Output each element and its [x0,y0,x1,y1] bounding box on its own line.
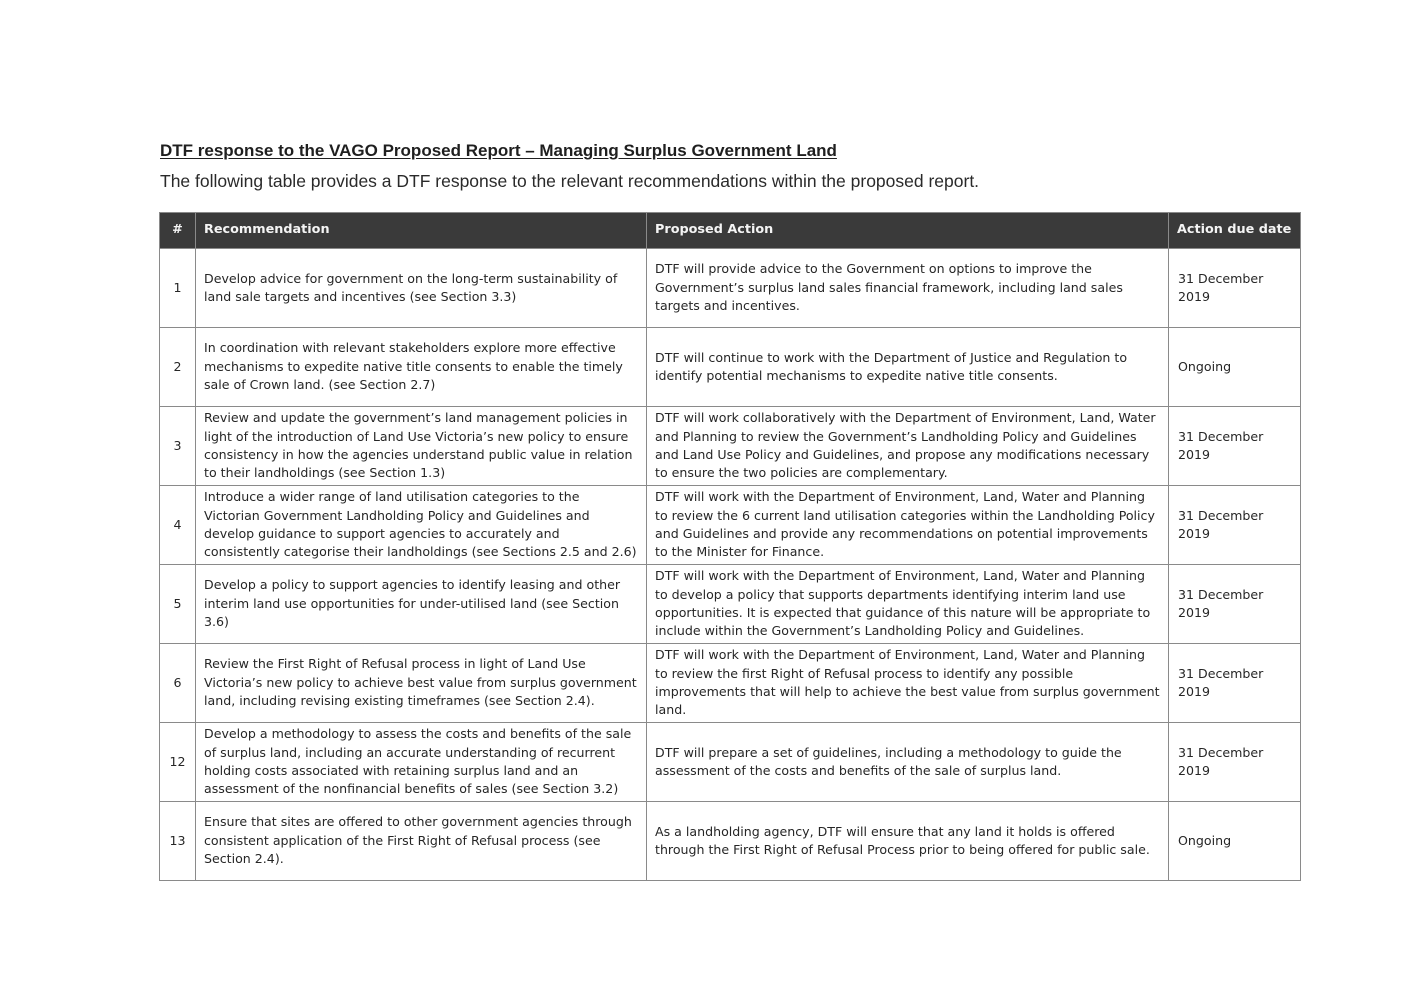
row-recommendation: Ensure that sites are offered to other government agencies through consistent application of the First Right of Refusal process (see Section 2.4). [196,802,647,881]
row-due-date: 31 December 2019 [1169,486,1301,565]
header-recommendation: Recommendation [196,213,647,249]
row-due-date: 31 December 2019 [1169,565,1301,644]
row-recommendation: Review the First Right of Refusal process in light of Land Use Victoria’s new policy to achieve best value from surplus government land, including revising existing timeframes (see Section 2.4). [196,644,647,723]
row-recommendation: Review and update the government’s land management policies in light of the introduction of Land Use Victoria’s new policy to ensure consistency in how the agencies understand public value in relation to their landholdings (see Section 1.3) [196,407,647,486]
row-due-date: Ongoing [1169,328,1301,407]
intro-text: The following table provides a DTF response to the relevant recommendations within the proposed report. [160,171,980,191]
row-proposed-action: DTF will prepare a set of guidelines, including a methodology to guide the assessment of the costs and benefits of the sale of surplus land. [647,723,1169,802]
table-row [160,249,1301,328]
table-row [160,486,1301,565]
table-row [160,407,1301,486]
row-due-date: Ongoing [1169,802,1301,881]
row-recommendation: Introduce a wider range of land utilisation categories to the Victorian Government Landholding Policy and Guidelines and develop guidance to support agencies to accurately and consistently categorise their landholdings (see Sections 2.5 and 2.6) [196,486,647,565]
table-row [160,723,1301,802]
row-number: 12 [160,723,196,802]
row-number: 13 [160,802,196,881]
row-number: 4 [160,486,196,565]
row-proposed-action: DTF will continue to work with the Department of Justice and Regulation to identify potential mechanisms to expedite native title consents. [647,328,1169,407]
table-row [160,802,1301,881]
recommendations-table [159,212,1301,881]
row-number: 5 [160,565,196,644]
table-row [160,328,1301,407]
row-recommendation: Develop a methodology to assess the costs and benefits of the sale of surplus land, including an accurate understanding of recurrent holding costs associated with retaining surplus land and an assessment of the nonfinancial benefits of sales (see Section 3.2) [196,723,647,802]
row-proposed-action: DTF will work with the Department of Environment, Land, Water and Planning to develop a policy that supports departments identifying interim land use opportunities. It is expected that guidance of this nature will be appropriate to include within the Government’s Landholding Policy and Guidelines. [647,565,1169,644]
row-recommendation: In coordination with relevant stakeholders explore more effective mechanisms to expedite native title consents to enable the timely sale of Crown land. (see Section 2.7) [196,328,647,407]
header-due-date: Action due date [1169,213,1301,249]
row-recommendation: Develop a policy to support agencies to identify leasing and other interim land use opportunities for under-utilised land (see Section 3.6) [196,565,647,644]
row-proposed-action: DTF will provide advice to the Government on options to improve the Government’s surplus land sales financial framework, including land sales targets and incentives. [647,249,1169,328]
row-proposed-action: As a landholding agency, DTF will ensure that any land it holds is offered through the First Right of Refusal Process prior to being offered for public sale. [647,802,1169,881]
header-proposed-action: Proposed Action [647,213,1169,249]
table-header-row [160,213,1301,249]
row-proposed-action: DTF will work collaboratively with the Department of Environment, Land, Water and Planning to review the Government’s Landholding Policy and Guidelines and Land Use Policy and Guidelines, and propose any modifications necessary to ensure the two policies are complementary. [647,407,1169,486]
header-number: # [160,213,196,249]
row-proposed-action: DTF will work with the Department of Environment, Land, Water and Planning to review the 6 current land utilisation categories within the Landholding Policy and Guidelines and provide any recommendations on potential improvements to the Minister for Finance. [647,486,1169,565]
table-row [160,565,1301,644]
row-due-date: 31 December 2019 [1169,723,1301,802]
row-number: 6 [160,644,196,723]
row-recommendation: Develop advice for government on the long-term sustainability of land sale targets and incentives (see Section 3.3) [196,249,647,328]
row-proposed-action: DTF will work with the Department of Environment, Land, Water and Planning to review the first Right of Refusal process to identify any possible improvements that will help to achieve the best value from surplus government land. [647,644,1169,723]
row-number: 3 [160,407,196,486]
row-due-date: 31 December 2019 [1169,644,1301,723]
row-due-date: 31 December 2019 [1169,249,1301,328]
row-due-date: 31 December 2019 [1169,407,1301,486]
page-title: DTF response to the VAGO Proposed Report – Managing Surplus Government Land [160,141,837,160]
table-row [160,644,1301,723]
row-number: 2 [160,328,196,407]
row-number: 1 [160,249,196,328]
